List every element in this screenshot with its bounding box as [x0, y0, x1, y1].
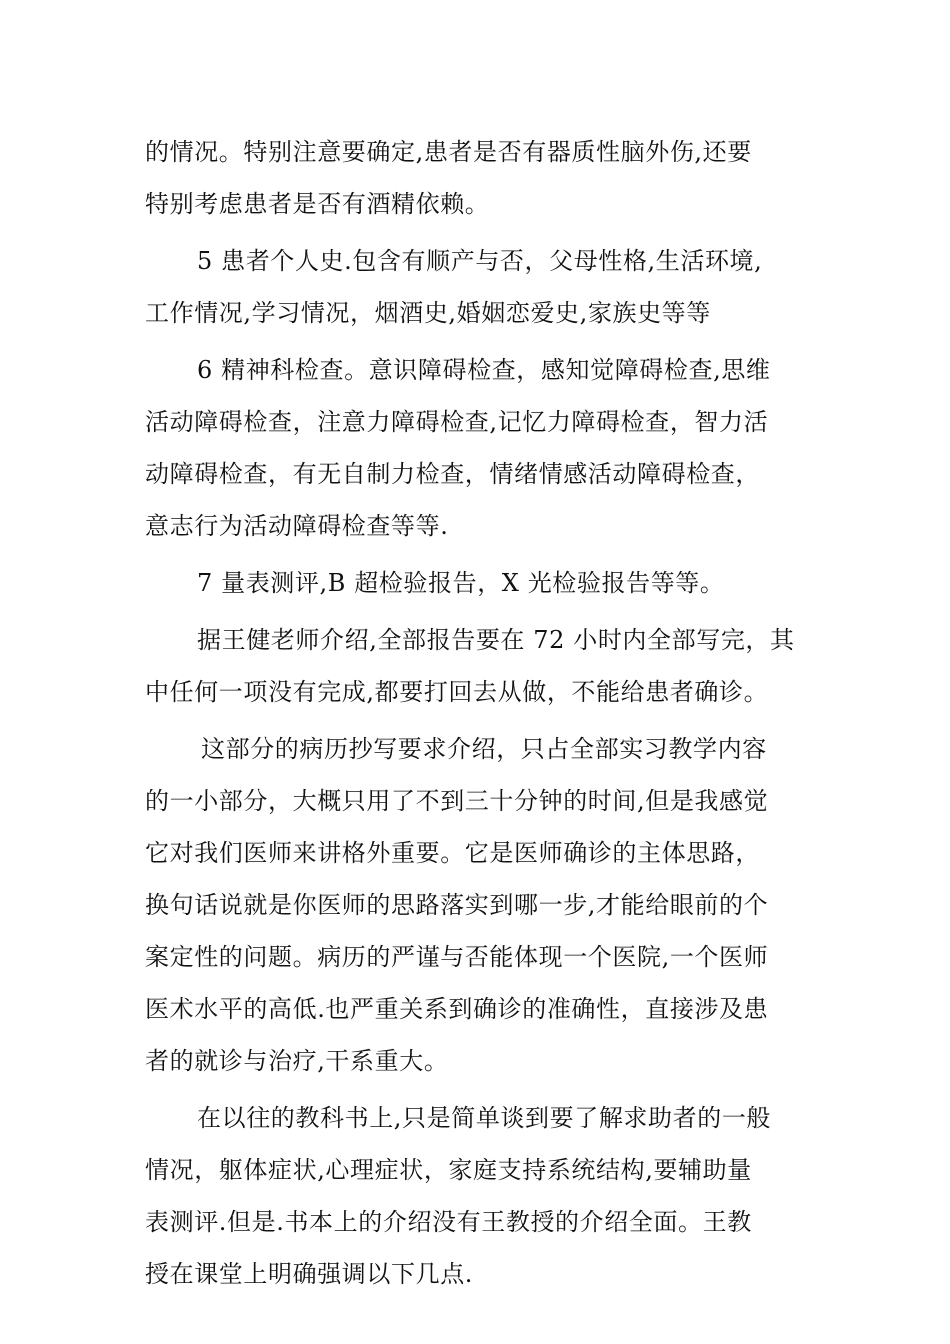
text-line: 案定性的问题。病历的严谨与否能体现一个医院,一个医师	[145, 943, 769, 971]
paragraph-line: 据王健老师介绍,全部报告要在 72 小时内全部写完，其	[197, 626, 795, 654]
text-line: 表测评.但是.书本上的介绍没有王教授的介绍全面。王教	[145, 1208, 752, 1236]
document-body	[145, 126, 810, 1300]
paragraph-line: 7 量表测评,B 超检验报告，X 光检验报告等等。	[197, 569, 725, 597]
text-line: 特别考虑患者是否有酒精依赖。	[145, 190, 490, 218]
text-line: 它对我们医师来讲格外重要。它是医师确诊的主体思路，	[145, 839, 760, 867]
text-line: 动障碍检查，有无自制力检查，情绪情感活动障碍检查，	[145, 460, 760, 488]
paragraph-line: 在以往的教科书上,只是简单谈到要了解求助者的一般	[197, 1104, 772, 1132]
text-line: 的情况。特别注意要确定,患者是否有器质性脑外伤,还要	[145, 138, 752, 166]
text-line: 活动障碍检查，注意力障碍检查,记忆力障碍检查，智力活	[145, 408, 769, 436]
text-line: 者的就诊与治疗,干系重大。	[145, 1047, 449, 1075]
text-line: 换句话说就是你医师的思路落实到哪一步,才能给眼前的个	[145, 891, 769, 919]
text-line: 授在课堂上明确强调以下几点.	[145, 1260, 474, 1288]
text-line: 的一小部分，大概只用了不到三十分钟的时间,但是我感觉	[145, 787, 769, 815]
paragraph-line: 这部分的病历抄写要求介绍，只占全部实习教学内容	[201, 735, 767, 763]
text-line: 情况，躯体症状,心理症状，家庭支持系统结构,要辅助量	[145, 1156, 752, 1184]
text-line: 工作情况,学习情况，烟酒史,婚姻恋爱史,家族史等等	[145, 299, 711, 327]
text-line: 医术水平的高低.也严重关系到确诊的准确性，直接涉及患	[145, 995, 769, 1023]
paragraph-line: 6 精神科检查。意识障碍检查，感知觉障碍检查,思维	[197, 356, 771, 384]
text-line: 意志行为活动障碍检查等等.	[145, 512, 449, 540]
paragraph-line: 5 患者个人史.包含有顺产与否，父母性格,生活环境,	[197, 247, 763, 275]
text-line: 中任何一项没有完成,都要打回去从做，不能给患者确诊。	[145, 678, 769, 706]
